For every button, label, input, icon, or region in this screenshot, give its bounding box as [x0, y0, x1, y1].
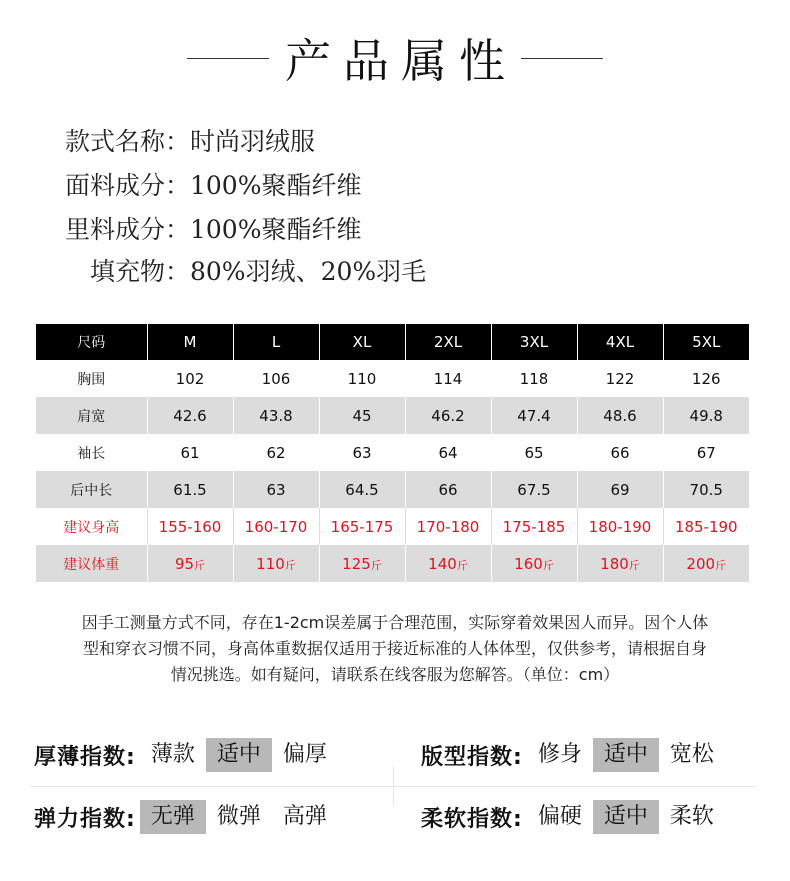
table-cell: 102	[147, 360, 233, 397]
weight-value: 160	[514, 554, 543, 573]
attr-label: 面料成分：	[64, 171, 190, 200]
table-row	[36, 397, 749, 434]
table-cell	[577, 545, 663, 582]
row-label: 建议体重	[36, 545, 147, 582]
table-cell: 126	[663, 360, 749, 397]
attr-label: 款式名称：	[64, 127, 190, 156]
table-cell: 61.5	[147, 471, 233, 508]
table-cell: 170-180	[405, 508, 491, 545]
softness-index	[421, 800, 725, 834]
table-cell	[405, 545, 491, 582]
index-option: 微弹	[216, 804, 261, 829]
table-header-cell: 尺码	[36, 324, 147, 360]
table-cell: 65	[491, 434, 577, 471]
weight-value: 200	[686, 554, 716, 573]
note-line: 情况挑选。如有疑问，请联系在线客服为您解答。（单位：cm）	[170, 665, 620, 684]
index-option-selected: 适中	[206, 738, 272, 772]
weight-value: 140	[428, 554, 457, 573]
index-option-selected: 适中	[593, 738, 659, 772]
elasticity-index	[34, 800, 338, 834]
weight-unit: 斤	[456, 558, 468, 572]
row-label: 袖长	[36, 434, 147, 471]
index-option: 薄款	[150, 742, 195, 767]
table-header-cell: 5XL	[663, 324, 749, 360]
table-cell: 114	[405, 360, 491, 397]
table-cell: 180-190	[577, 508, 663, 545]
table-cell: 70.5	[663, 471, 749, 508]
thickness-index	[34, 738, 338, 772]
index-option: 宽松	[669, 742, 714, 767]
table-cell: 46.2	[405, 397, 491, 434]
table-cell: 64.5	[319, 471, 405, 508]
table-header-row	[36, 324, 749, 360]
table-row	[36, 471, 749, 508]
table-cell: 155-160	[147, 508, 233, 545]
note-line: 因手工测量方式不同，存在1-2cm误差属于合理范围，实际穿着效果因人而异。因个人体	[81, 613, 709, 632]
index-label: 柔软指数:	[421, 806, 523, 832]
weight-unit: 斤	[628, 558, 640, 572]
table-cell: 175-185	[491, 508, 577, 545]
index-option: 柔软	[669, 804, 714, 829]
section-title	[0, 28, 790, 88]
index-option-selected: 适中	[593, 800, 659, 834]
attr-label: 里料成分：	[64, 215, 190, 244]
table-cell: 106	[233, 360, 319, 397]
table-cell: 122	[577, 360, 663, 397]
table-cell: 67.5	[491, 471, 577, 508]
table-cell: 45	[319, 397, 405, 434]
table-cell: 42.6	[147, 397, 233, 434]
table-row	[36, 434, 749, 471]
table-cell: 67	[663, 434, 749, 471]
table-cell	[233, 545, 319, 582]
table-cell	[491, 545, 577, 582]
index-option: 修身	[537, 742, 582, 767]
table-header-cell: L	[233, 324, 319, 360]
weight-value: 180	[600, 554, 629, 573]
table-cell: 66	[405, 471, 491, 508]
index-option: 偏厚	[282, 742, 327, 767]
index-label: 厚薄指数:	[34, 744, 136, 770]
attr-style-name	[0, 120, 315, 160]
table-cell: 47.4	[491, 397, 577, 434]
table-cell: 48.6	[577, 397, 663, 434]
table-cell: 61	[147, 434, 233, 471]
table-cell: 63	[233, 471, 319, 508]
weight-unit: 斤	[194, 558, 206, 572]
table-cell: 110	[319, 360, 405, 397]
attr-lining	[0, 208, 361, 248]
weight-unit: 斤	[542, 558, 554, 572]
table-cell: 64	[405, 434, 491, 471]
table-header-cell: XL	[319, 324, 405, 360]
index-option: 高弹	[282, 804, 327, 829]
row-label: 肩宽	[36, 397, 147, 434]
weight-unit: 斤	[370, 558, 382, 572]
table-row	[36, 360, 749, 397]
index-label: 版型指数:	[421, 744, 523, 770]
table-header-cell: 2XL	[405, 324, 491, 360]
table-cell: 62	[233, 434, 319, 471]
table-header-cell: 3XL	[491, 324, 577, 360]
measurement-note	[30, 610, 760, 688]
note-line: 型和穿衣习惯不同，身高体重数据仅适用于接近标准的人体体型，仅供参考，请根据自身	[82, 639, 707, 658]
index-label: 弹力指数:	[34, 806, 136, 832]
table-row	[36, 545, 749, 582]
table-cell	[663, 545, 749, 582]
table-header-cell: M	[147, 324, 233, 360]
title-rule-left	[187, 58, 269, 59]
index-divider-vertical	[393, 766, 394, 806]
row-label: 建议身高	[36, 508, 147, 545]
weight-value: 125	[342, 554, 371, 573]
attr-fabric	[0, 164, 361, 204]
table-cell: 49.8	[663, 397, 749, 434]
title-rule-right	[521, 58, 603, 59]
page-title: 产品属性	[285, 34, 517, 88]
attr-value: 100%聚酯纤维	[190, 215, 362, 244]
size-chart-table	[36, 324, 749, 582]
table-cell: 185-190	[663, 508, 749, 545]
table-row	[36, 508, 749, 545]
row-label: 胸围	[36, 360, 147, 397]
attr-value: 100%聚酯纤维	[190, 171, 362, 200]
attr-value: 80%羽绒、20%羽毛	[190, 257, 427, 286]
weight-unit: 斤	[284, 558, 296, 572]
table-cell: 69	[577, 471, 663, 508]
table-cell	[319, 545, 405, 582]
weight-value: 95	[174, 554, 195, 573]
attr-value: 时尚羽绒服	[190, 127, 316, 156]
attr-filling	[0, 250, 426, 290]
index-option-selected: 无弹	[140, 800, 206, 834]
table-cell: 160-170	[233, 508, 319, 545]
row-label: 后中长	[36, 471, 147, 508]
weight-value: 110	[256, 554, 285, 573]
table-cell: 63	[319, 434, 405, 471]
weight-unit: 斤	[715, 558, 727, 572]
table-cell: 66	[577, 434, 663, 471]
table-cell: 118	[491, 360, 577, 397]
table-cell: 165-175	[319, 508, 405, 545]
table-cell: 43.8	[233, 397, 319, 434]
table-header-cell: 4XL	[577, 324, 663, 360]
fit-index	[421, 738, 725, 772]
attr-label: 填充物：	[89, 257, 190, 286]
table-cell	[147, 545, 233, 582]
index-option: 偏硬	[537, 804, 582, 829]
